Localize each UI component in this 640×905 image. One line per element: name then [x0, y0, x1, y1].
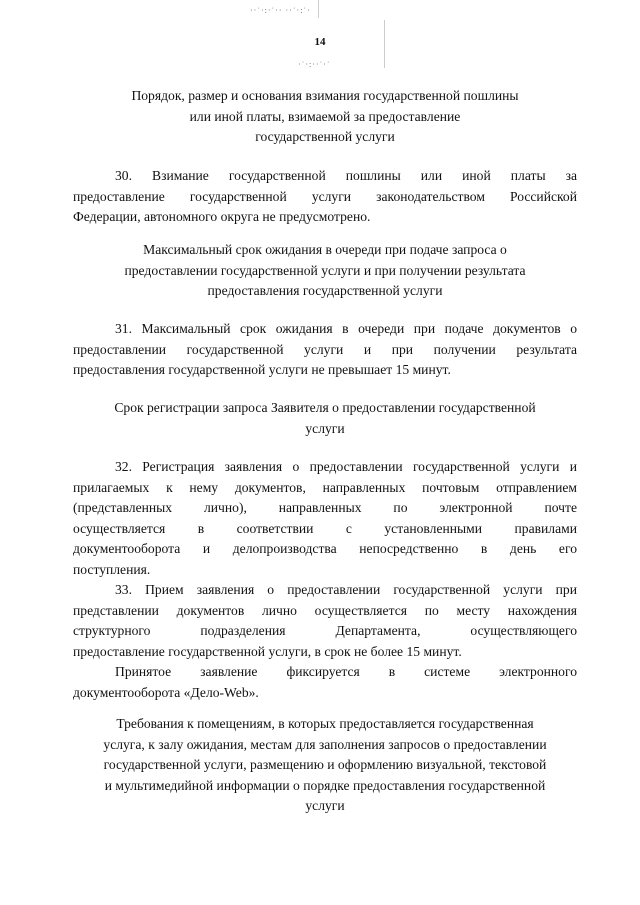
paragraph-30 [73, 166, 577, 228]
paragraph-33 [73, 580, 577, 662]
paragraph-line: предоставление государственной услуги, в срок не более 15 минут. [73, 643, 462, 659]
paragraph-registration-system [73, 662, 577, 703]
heading-line: Максимальный срок ожидания в очереди при подаче запроса о [143, 242, 507, 257]
heading-line: или иной платы, взимаемой за предоставление [189, 108, 461, 124]
paragraph-line: структурного подразделения Департамента, осуществляющего [73, 623, 577, 638]
paragraph-line: 31. Максимальный срок ожидания в очереди при подаче документов о [115, 321, 577, 336]
paragraph-line: представлении документов лично осуществляется по месту нахождения [73, 602, 577, 618]
paragraph-line: 30. Взимание государственной пошлины или иной платы за [115, 168, 577, 183]
paragraph-line: документооборота «Дело-Web». [73, 684, 259, 700]
heading-line: услуга, к залу ожидания, местам для заполнения запросов о предоставлении [103, 736, 547, 752]
heading-line: услуги [305, 798, 345, 813]
paragraph-31 [73, 319, 577, 381]
heading-line: и мультимедийной информации о порядке предоставления государственной [104, 777, 546, 793]
heading-line: Порядок, размер и основания взимания государственной пошлины [131, 88, 519, 103]
heading-line: услуги [305, 420, 345, 436]
paragraph-line: предоставление государственной услуги законодательством Российской [73, 188, 577, 204]
paragraph-line: Принятое заявление фиксируется в системе электронного [115, 664, 577, 679]
section-heading-fees [80, 86, 570, 148]
heading-line: Требования к помещениям, в которых предоставляется государственная [116, 716, 534, 731]
paragraph-line: Федерации, автономного округа не предусмотрено. [73, 209, 371, 224]
paragraph-line: документооборота и делопроизводства непосредственно в день его [73, 541, 577, 556]
paragraph-line: 33. Прием заявления о предоставлении государственной услуги при [115, 582, 577, 597]
scan-artifact-line [318, 0, 319, 18]
paragraph-line: осуществляется в соответствии с установленными правилами [73, 520, 577, 536]
heading-line: предоставления государственной услуги [207, 283, 443, 298]
paragraph-32 [73, 457, 577, 580]
section-heading-queue-time [80, 240, 570, 302]
paragraph-line: предоставлении государственной услуги и при получении результата [73, 341, 577, 357]
section-heading-registration [80, 398, 570, 439]
heading-line: государственной услуги, размещению и оформлению визуальной, текстовой [103, 757, 547, 772]
scan-noise: ·˙·:··˙·˙ [298, 60, 331, 69]
paragraph-line: поступления. [73, 561, 151, 577]
scan-noise: ··˙·:·˙·· ··˙·:˙· [250, 6, 311, 15]
paragraph-line: предоставления государственной услуги не превышает 15 минут. [73, 362, 451, 377]
heading-line: государственной услуги [255, 129, 395, 144]
section-heading-premises [70, 714, 580, 817]
heading-line: Срок регистрации запроса Заявителя о предоставлении государственной [114, 400, 536, 415]
paragraph-line: 32. Регистрация заявления о предоставлении государственной услуги и [115, 459, 577, 474]
paragraph-line: прилагаемых к нему документов, направленных почтовым отправлением [73, 479, 577, 495]
paragraph-line: (представленных лично), направленных по электронной почте [73, 500, 577, 515]
heading-line: предоставлении государственной услуги и при получении результата [124, 262, 526, 278]
page-number: 14 [314, 36, 326, 48]
